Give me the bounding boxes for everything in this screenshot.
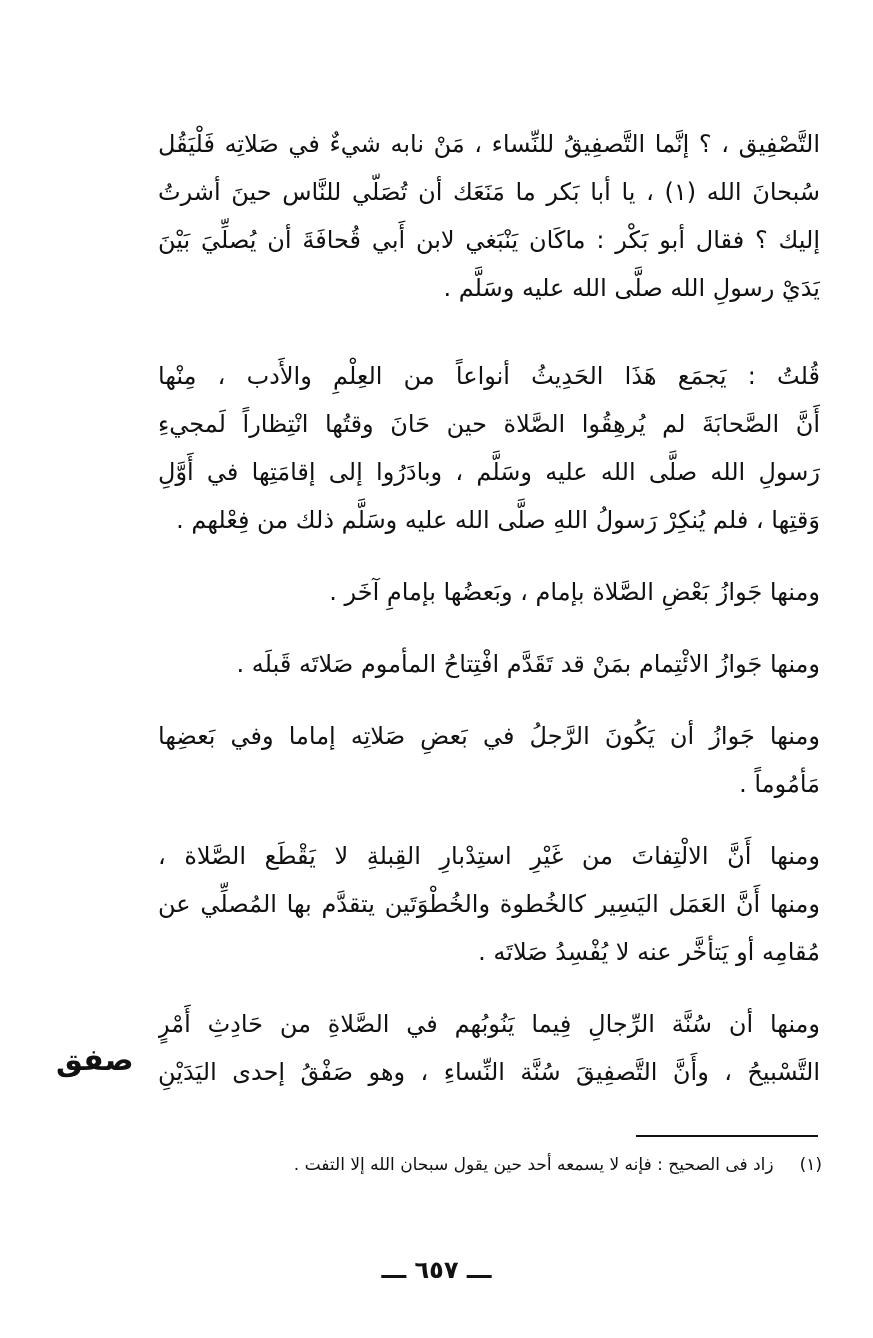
- paragraph-iltifat: [158, 832, 820, 976]
- text-line: التَّسْبيحُ ، وأَنَّ التَّصفِيقَ سُنَّة النِّساءِ ، وهو صَفْقُ إحدى اليَدَيْنِ: [158, 1058, 820, 1086]
- paragraph-hadith-end: [158, 120, 820, 312]
- margin-keyword: صفق: [56, 1043, 134, 1078]
- text-line: أَنَّ الصَّحابَةَ لم يُرهِقُوا الصَّلاة حين حَانَ وقتُها انْتِظاراً لَمجيءِ: [158, 410, 820, 438]
- text-line: التَّصْفِيق ، ؟ إنَّما التَّصفِيقُ للنِّساء ، مَنْ نابه شيءٌ في صَلاتِه فَلْيَقُل: [158, 130, 820, 158]
- footnote-divider: [636, 1135, 818, 1137]
- paragraph-qultu: [158, 352, 820, 544]
- page-number: ـــ ٦٥٧ ـــ: [381, 1256, 492, 1284]
- text-line: ومنها جَوازُ الائْتِمام بمَنْ قد تَقَدَّم افْتِتاحُ المأموم صَلاتَه قَبلَه .: [236, 650, 820, 678]
- text-line: مُقامِه أو يَتأخَّر عنه لا يُفْسِدُ صَلاتَه .: [478, 938, 820, 966]
- paragraph-sunnah: [158, 1000, 820, 1096]
- footnote: [150, 1150, 822, 1180]
- text-line: ومنها أَنَّ العَمَل اليَسِير كالخُطوة والخُطْوَتَين يتقدَّم بها المُصلِّي عن: [158, 890, 820, 918]
- paragraph-itimam: [158, 640, 820, 688]
- footnote-number: (١): [799, 1155, 822, 1175]
- paragraph-imam: [158, 568, 820, 616]
- footnote-text: زاد فى الصحيح : فإنه لا يسمعه أحد حين يقول سبحان الله إلا التفت .: [293, 1155, 774, 1175]
- main-text: [158, 120, 820, 1096]
- text-line: ومنها أَنَّ الالْتِفاتَ من غَيْرِ استِدْبارِ القِبلةِ لا يَقْطَع الصَّلاة ،: [158, 842, 820, 870]
- text-line: ومنها أن سُنَّة الرِّجالِ فِيما يَنُوبُهم في الصَّلاةِ من حَادِثِ أَمْرٍ: [158, 1010, 820, 1038]
- text-line: إليك ؟ فقال أبو بَكْر : ماكَان يَنْبَغي لابن أَبي قُحافَةَ أن يُصلِّيَ بَيْنَ: [158, 226, 820, 254]
- text-line: ومنها جَوازُ أن يَكُونَ الرَّجلُ في بَعضِ صَلاتِه إماما وفي بَعضِها: [158, 722, 820, 750]
- text-line: رَسولِ الله صلَّى الله عليه وسَلَّم ، وبادَرُوا إلى إقامَتِها في أَوَّلِ: [158, 458, 820, 486]
- text-line: مَأمُوماً .: [739, 770, 820, 798]
- text-line: ومنها جَوازُ بَعْضِ الصَّلاة بإمام ، وبَعضُها بإمامِ آخَر .: [329, 578, 820, 606]
- text-line: يَدَيْ رسولِ الله صلَّى الله عليه وسَلَّم .: [443, 274, 820, 302]
- text-line: قُلتُ : يَجمَع هَذَا الحَدِيثُ أنواعاً من العِلْمِ والأَدب ، مِنْها: [158, 362, 820, 390]
- text-line: وَقتِها ، فلم يُنكِرْ رَسولُ اللهِ صلَّى الله عليه وسَلَّم ذلك من فِعْلهم .: [176, 506, 820, 534]
- paragraph-mamum: [158, 712, 820, 808]
- text-line: سُبحانَ الله (١) ، يا أبا بَكر ما مَنَعَك أن تُصَلّي للنَّاس حينَ أشرتُ: [158, 178, 820, 206]
